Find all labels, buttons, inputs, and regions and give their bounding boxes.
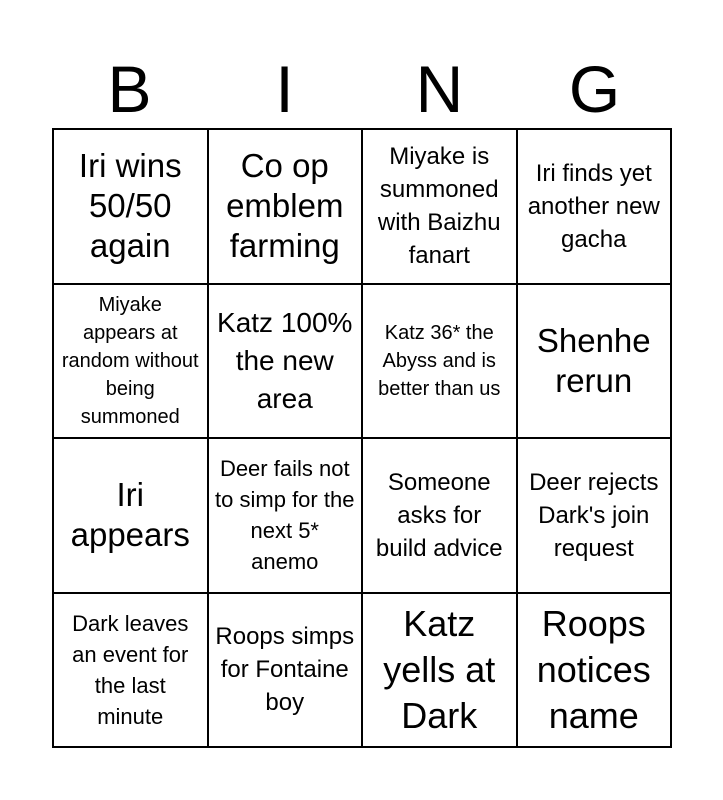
header-letter-i: I [275, 52, 294, 126]
cell-text: Deer rejects Dark's join request [529, 468, 659, 562]
cell-text: Dark leaves an event for the last minute [72, 610, 189, 729]
bingo-cell[interactable] [362, 129, 517, 284]
bingo-board [52, 128, 672, 748]
cell-text: Shenhe rerun [536, 321, 651, 399]
cell-text: Iri appears [70, 476, 190, 554]
cell-text: Someone asks for build advice [375, 468, 503, 562]
bingo-cell[interactable] [362, 284, 517, 439]
cell-text: Katz 36* the Abyss and is better than us [378, 321, 501, 400]
cell-text: Roops notices name [536, 602, 651, 736]
bingo-cell[interactable] [517, 438, 672, 593]
bingo-cell[interactable] [53, 129, 208, 284]
bingo-cell[interactable] [362, 438, 517, 593]
cell-text: Deer fails not to simp for the next 5* anemo [215, 456, 355, 575]
bingo-cell[interactable] [208, 129, 363, 284]
bingo-header [52, 50, 672, 128]
cell-text: Co op emblem farming [226, 147, 344, 265]
bingo-cell[interactable] [53, 593, 208, 748]
bingo-cell[interactable] [517, 593, 672, 748]
cell-text: Iri wins 50/50 again [78, 147, 182, 265]
bingo-cell[interactable] [208, 593, 363, 748]
cell-text: Roops simps for Fontaine boy [215, 623, 355, 717]
header-letter-n: N [415, 52, 464, 126]
header-letter-g: G [568, 52, 621, 126]
header-letter-b: B [107, 52, 152, 126]
cell-text: Miyake appears at random without being summoned [61, 293, 199, 428]
cell-text: Miyake is summoned with Baizhu fanart [377, 143, 501, 270]
bingo-cell[interactable] [362, 593, 517, 748]
bingo-cell[interactable] [517, 129, 672, 284]
bingo-cell[interactable] [208, 284, 363, 439]
cell-text: Iri finds yet another new gacha [527, 159, 660, 253]
cell-text: Katz 100% the new area [217, 306, 353, 414]
bingo-cell[interactable] [517, 284, 672, 439]
bingo-cell[interactable] [53, 438, 208, 593]
bingo-cell[interactable] [53, 284, 208, 439]
bingo-cell[interactable] [208, 438, 363, 593]
cell-text: Katz yells at Dark [383, 602, 496, 736]
